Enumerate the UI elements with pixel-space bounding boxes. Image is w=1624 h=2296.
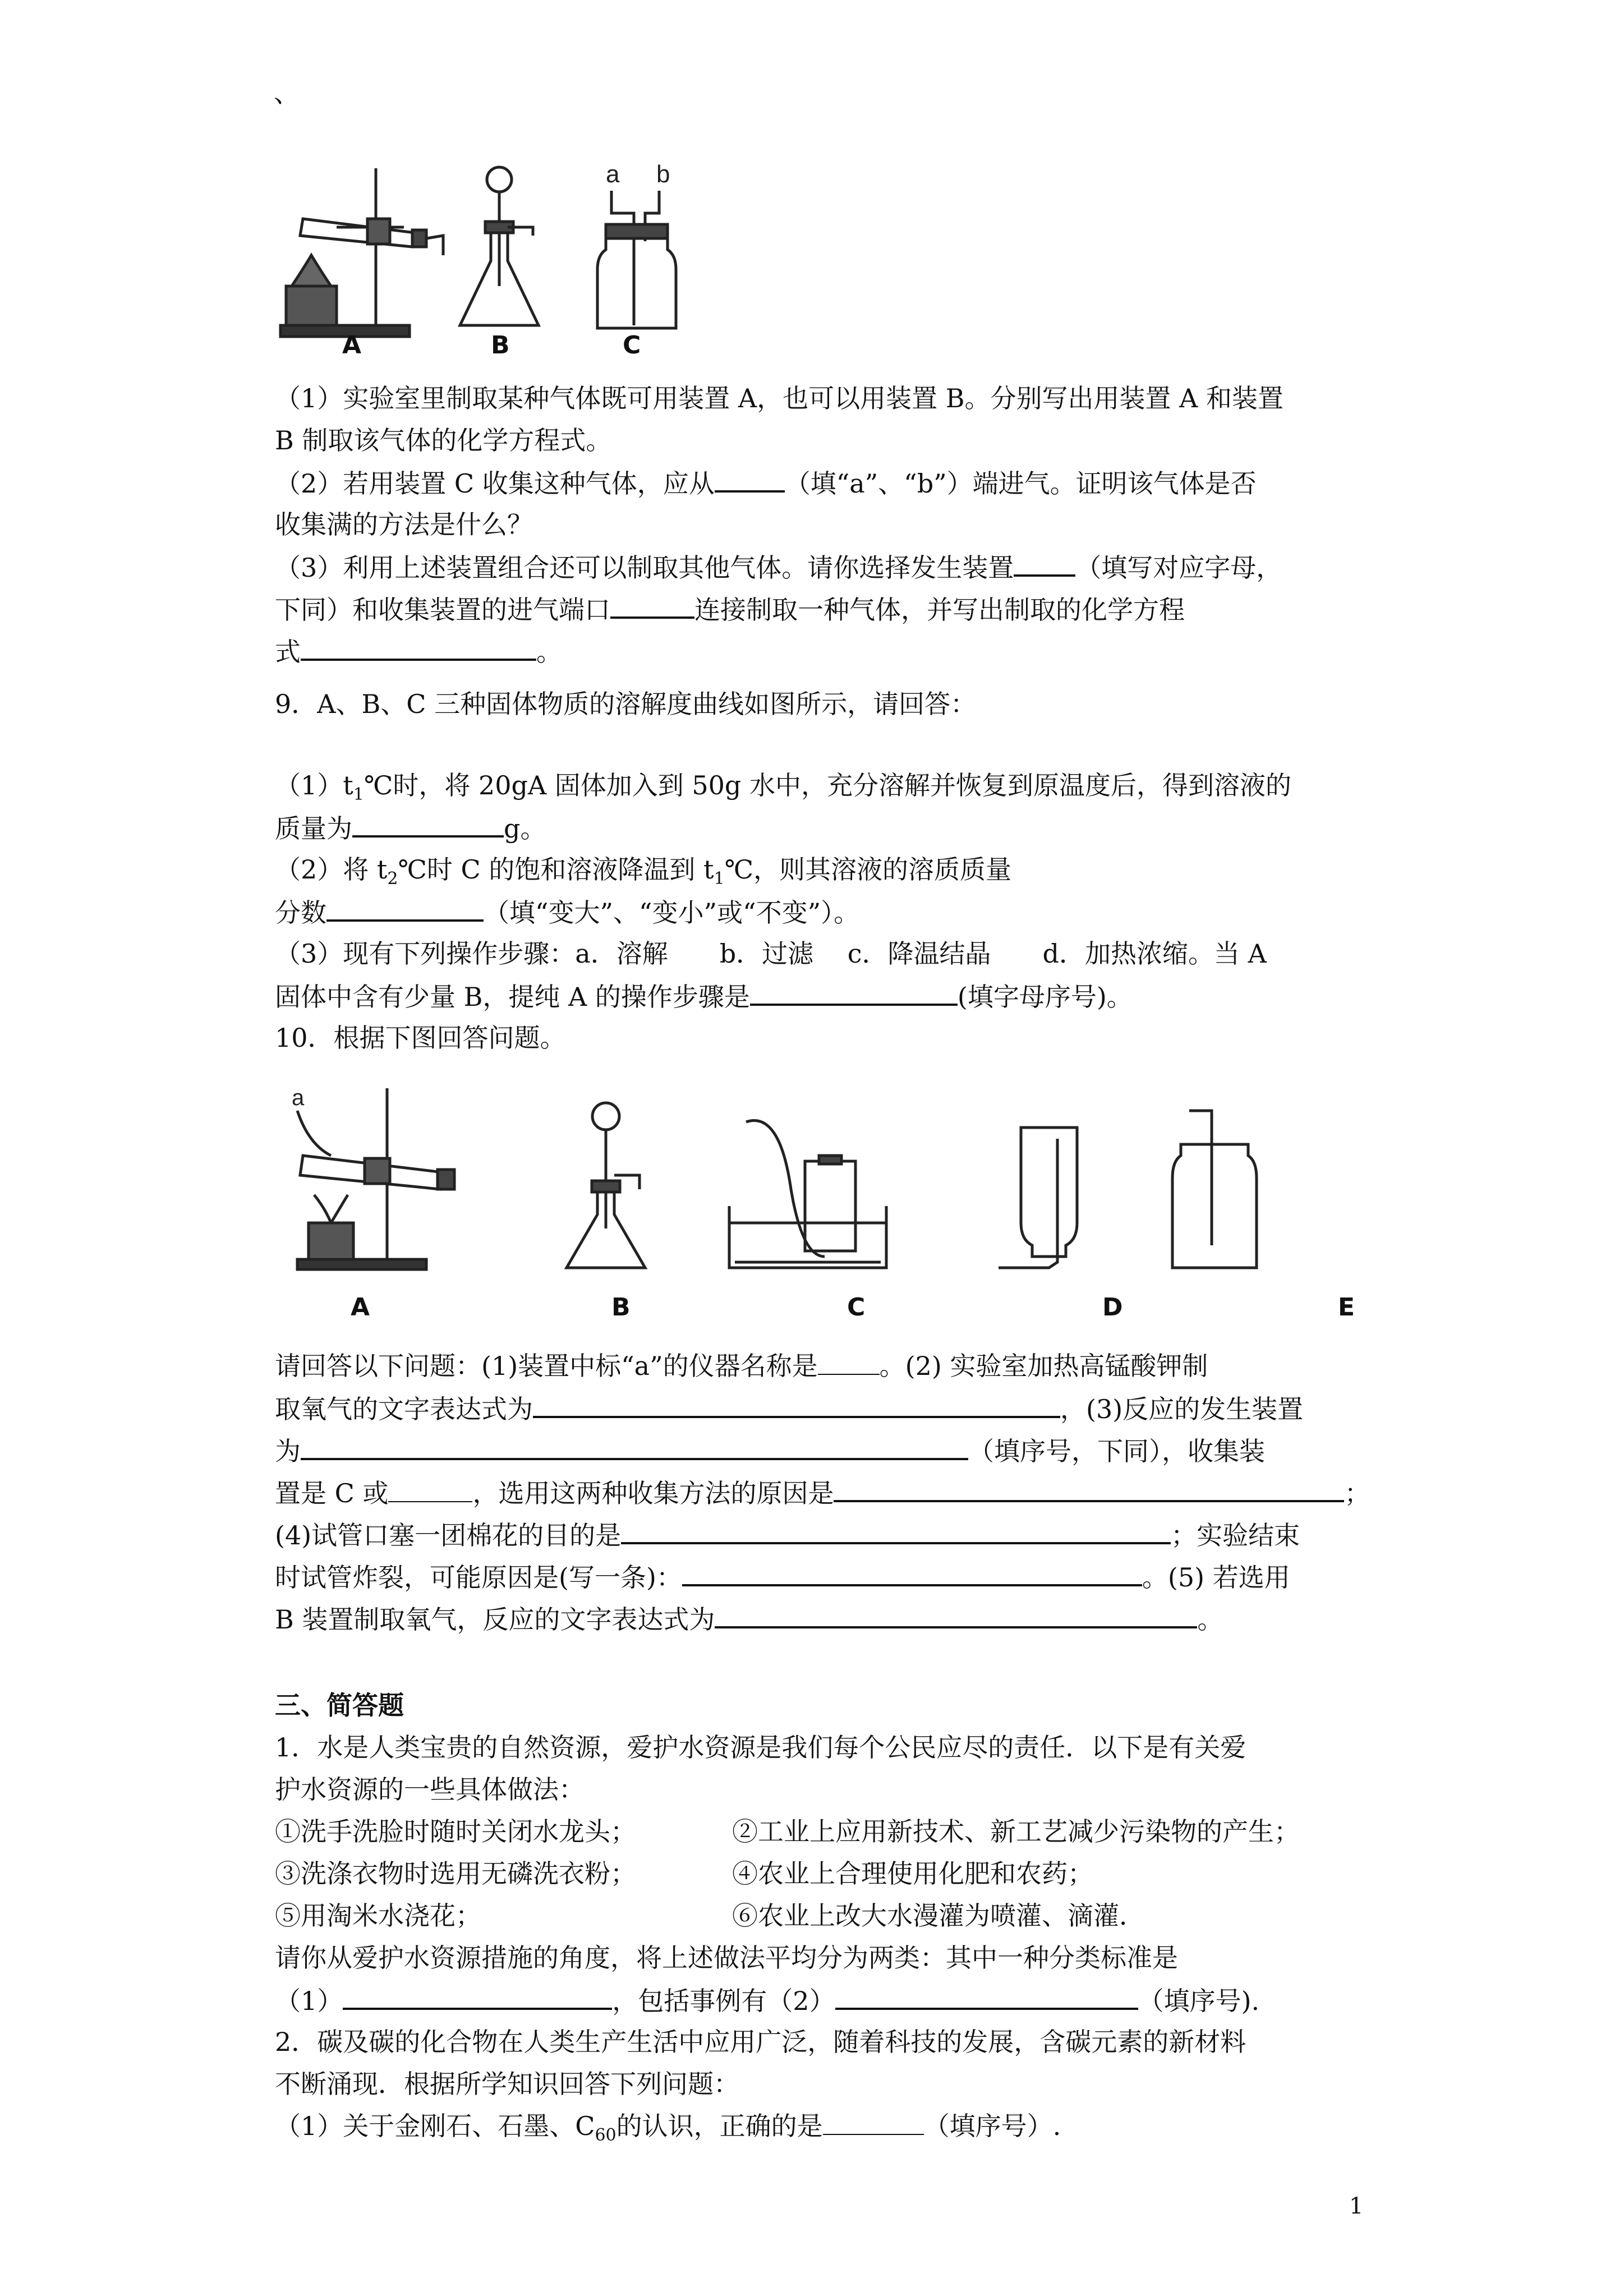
q10-line4: 置是 C 或 ，选用这两种收集方法的原因是 ； [275,1475,1370,1510]
blank[interactable] [352,811,504,838]
blank[interactable] [715,466,785,493]
s3-q1-item1: ①洗手洗脸时随时关闭水龙头； [275,1816,636,1847]
blank[interactable] [715,1602,1197,1628]
page-number: 1 [1349,2193,1364,2219]
q9-line5: （3）现有下列操作步骤：a．溶解 b．过滤 c．降温结晶 d．加热浓缩。当 A [275,938,1267,969]
figure-1-apparatus [269,157,774,359]
svg-text:b: b [656,160,670,188]
q9-line6: 固体中含有少量 B，提纯 A 的操作步骤是 (填字母序号)。 [275,979,1133,1014]
blank[interactable] [533,1391,1060,1418]
blank[interactable] [301,1433,968,1460]
section3-heading: 三、简答题 [275,1690,404,1720]
blank[interactable] [682,1559,1142,1586]
blank[interactable] [343,1983,612,2010]
fig2-label-a: A [351,1293,370,1322]
q9-line4: 分数 （填“变大”、“变小”或“不变”）。 [275,895,859,930]
blank[interactable] [301,634,536,661]
fig2-label-b: B [611,1293,631,1322]
q10-line7: B 装置制取氧气，反应的文字表达式为 。 [275,1602,1223,1636]
fig1-label-a: A [342,331,362,360]
s3-q1-item5: ⑤用淘米水浇花； [275,1901,481,1931]
s3-q1-line7: （1） ，包括事例有（2） （填序号). [275,1983,1259,2018]
s3-q1-item3: ③洗涤衣物时选用无磷洗衣粉； [275,1858,636,1889]
q8-line6: 下同）和收集装置的进气端口 连接制取一种气体，并写出制取的化学方程 [275,592,1185,627]
q10-line5: (4)试管口塞一团棉花的目的是 ；实验结束 [275,1517,1300,1552]
q9-line3: （2）将 $t_2℃$时 C 的饱和溶液降温到 $t_1℃$，则其溶液的溶质质量 [275,854,1012,889]
blank[interactable] [835,1983,1138,2010]
fig2-label-e: E [1338,1293,1355,1322]
q10-title: 10．根据下图回答问题。 [275,1023,566,1053]
s3-q1-line1: 1．水是人类宝贵的自然资源，爱护水资源是我们每个公民应尽的责任．以下是有关爱 [275,1732,1246,1763]
s3-q2-line1: 2．碳及碳的化合物在人类生产生活中应用广泛，随着科技的发展，含碳元素的新材料 [275,2027,1246,2057]
s3-q2-line3: （1）关于金刚石、石墨、$C_{60}$的认识，正确的是 （填序号）. [275,2109,1061,2152]
q10-line1: 请回答以下问题：(1)装置中标“a”的仪器名称是 。(2) 实验室加热高锰酸钾制 [275,1349,1208,1383]
q10-line6: 时试管炸裂，可能原因是(写一条)： 。(5) 若选用 [275,1559,1290,1594]
s3-q1-line6: 请你从爱护水资源措施的角度，将上述做法平均分为两类：其中一种分类标准是 [275,1943,1178,1973]
blank[interactable] [1014,550,1075,577]
blank[interactable] [750,979,958,1006]
s3-q2-line2: 不断涌现．根据所学知识回答下列问题： [275,2069,739,2099]
blank[interactable] [818,1349,880,1375]
blank[interactable] [823,2109,924,2135]
q8-line3: （2）若用装置 C 收集这种气体，应从 （填“a”、“b”）端进气。证明该气体是否 [275,466,1257,500]
q9-line2: 质量为 g。 [275,811,546,845]
q8-line2: B 制取该气体的化学方程式。 [275,425,612,455]
s3-q1-item4: ④农业上合理使用化肥和农药； [732,1858,1093,1889]
q8-line7: 式 。 [275,634,562,669]
q8-line1: （1）实验室里制取某种气体既可用装置 A，也可以用装置 B。分别写出用装置 A 和装置 [275,383,1283,413]
blank[interactable] [621,1517,1171,1544]
fig2-a-mark: a [292,1085,305,1110]
blank[interactable] [610,592,694,619]
q10-line2: 取氧气的文字表达式为 ，(3)反应的发生装置 [275,1391,1303,1426]
s3-q1-item6: ⑥农业上改大水漫灌为喷灌、滴灌． [732,1901,1145,1931]
fig1-label-b: B [491,331,510,360]
q10-line3: 为 （填序号，下同），收集装 [275,1433,1265,1468]
q9-title: 9．A、B、C 三种固体物质的溶解度曲线如图所示，请回答： [275,689,977,719]
blank[interactable] [388,1476,472,1502]
fig1-label-c: C [623,331,641,360]
blank[interactable] [834,1475,1344,1502]
s3-q1-line2: 护水资源的一些具体做法： [275,1774,585,1805]
figure-2-apparatus [269,1077,1391,1329]
s3-q1-item2: ②工业上应用新技术、新工艺减少污染物的产生； [732,1816,1300,1847]
q8-line5: （3）利用上述装置组合还可以制取其他气体。请你选择发生装置 （填写对应字母， [275,550,1282,585]
svg-text:a: a [606,160,620,188]
q9-line1: $(1)t_1℃$时，将 20gA 固体加入到 50g 水中，充分溶解并恢复到原温度后，得到溶液的 [275,770,1291,805]
blank[interactable] [326,895,484,922]
q8-line4: 收集满的方法是什么？ [275,509,533,540]
fig2-label-d: D [1102,1293,1123,1322]
top-mark: 、 [274,78,300,108]
fig2-label-c: C [847,1293,866,1322]
